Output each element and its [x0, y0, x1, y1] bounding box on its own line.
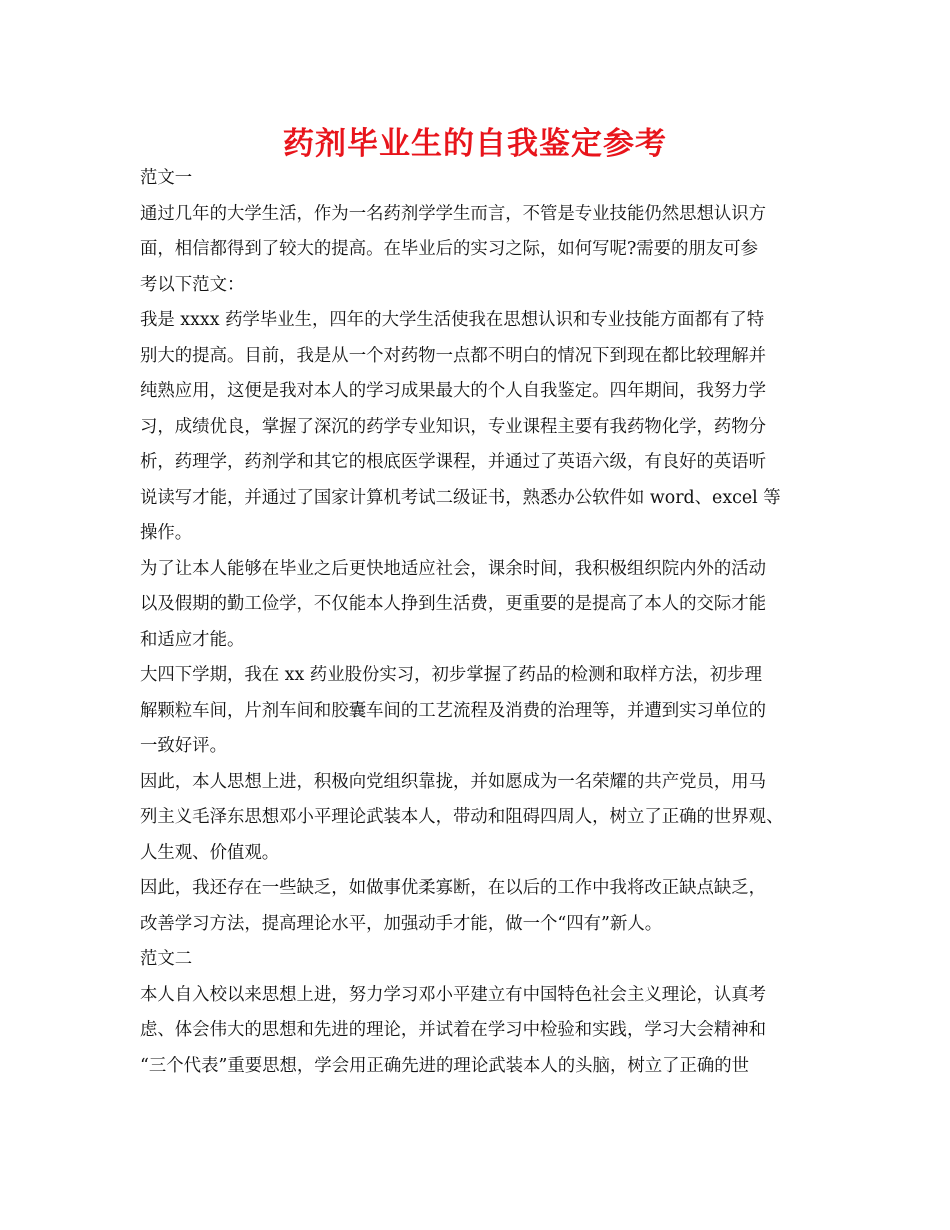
text-line: 列主义毛泽东思想邓小平理论武装本人，带动和阻碍四周人，树立了正确的世界观、	[140, 807, 784, 827]
text-line: 人生观、价值观。	[140, 842, 280, 863]
text-line: 虑、体会伟大的思想和先进的理论，并试着在学习中检验和实践，学习大会精神和	[140, 1020, 767, 1040]
text-line: 本人自入校以来思想上进，努力学习邓小平建立有中国特色社会主义理论，认真考	[140, 984, 767, 1005]
text-line: 析，药理学，药剂学和其它的根底医学课程，并通过了英语六级，有良好的英语听	[140, 452, 767, 472]
text-line: 和适应才能。	[140, 629, 245, 650]
text-line: “三个代表”重要思想，学会用正确先进的理论武装本人的头脑，树立了正确的世	[140, 1055, 750, 1076]
document-title: 药剂毕业生的自我鉴定参考	[283, 126, 667, 162]
text-line: 别大的提高。目前，我是从一个对药物一点都不明白的情况下到现在都比较理解并	[140, 345, 767, 366]
text-line: 纯熟应用，这便是我对本人的学习成果最大的个人自我鉴定。四年期间，我努力学	[140, 381, 767, 401]
text-line: 一致好评。	[140, 736, 227, 756]
text-line: 以及假期的勤工俭学，不仅能本人挣到生活费，更重要的是提高了本人的交际才能	[140, 594, 767, 614]
heading-sample-two: 范文二	[140, 949, 193, 969]
text-line: 说读写才能，并通过了国家计算机考试二级证书，熟悉办公软件如 word、excel 等	[140, 487, 781, 508]
text-line: 大四下学期，我在 xx 药业股份实习，初步掌握了药品的检测和取样方法，初步理	[140, 665, 762, 685]
text-line: 为了让本人能够在毕业之后更快地适应社会，课余时间，我积极组织院内外的活动	[140, 558, 767, 579]
text-line: 习，成绩优良，掌握了深沉的药学专业知识，专业课程主要有我药物化学，药物分	[140, 416, 767, 437]
text-line: 因此，本人思想上进，积极向党组织靠拢，并如愿成为一名荣耀的共产党员，用马	[140, 771, 767, 792]
heading-sample-one: 范文一	[140, 168, 193, 188]
text-line: 解颗粒车间，片剂车间和胶囊车间的工艺流程及消费的治理等，并遭到实习单位的	[140, 700, 767, 721]
text-line: 我是 xxxx 药学毕业生，四年的大学生活使我在思想认识和专业技能方面都有了特	[140, 310, 765, 330]
text-line: 因此，我还存在一些缺乏，如做事优柔寡断，在以后的工作中我将改正缺点缺乏，	[140, 878, 767, 898]
text-line: 考以下范文：	[140, 274, 245, 295]
text-line: 通过几年的大学生活，作为一名药剂学学生而言，不管是专业技能仍然思想认识方	[140, 203, 767, 224]
text-line: 改善学习方法，提高理论水平，加强动手才能，做一个“四有”新人。	[140, 913, 663, 934]
text-line: 操作。	[140, 523, 193, 543]
text-line: 面，相信都得到了较大的提高。在毕业后的实习之际，如何写呢?需要的朋友可参	[140, 239, 758, 259]
document-body	[140, 161, 830, 1084]
